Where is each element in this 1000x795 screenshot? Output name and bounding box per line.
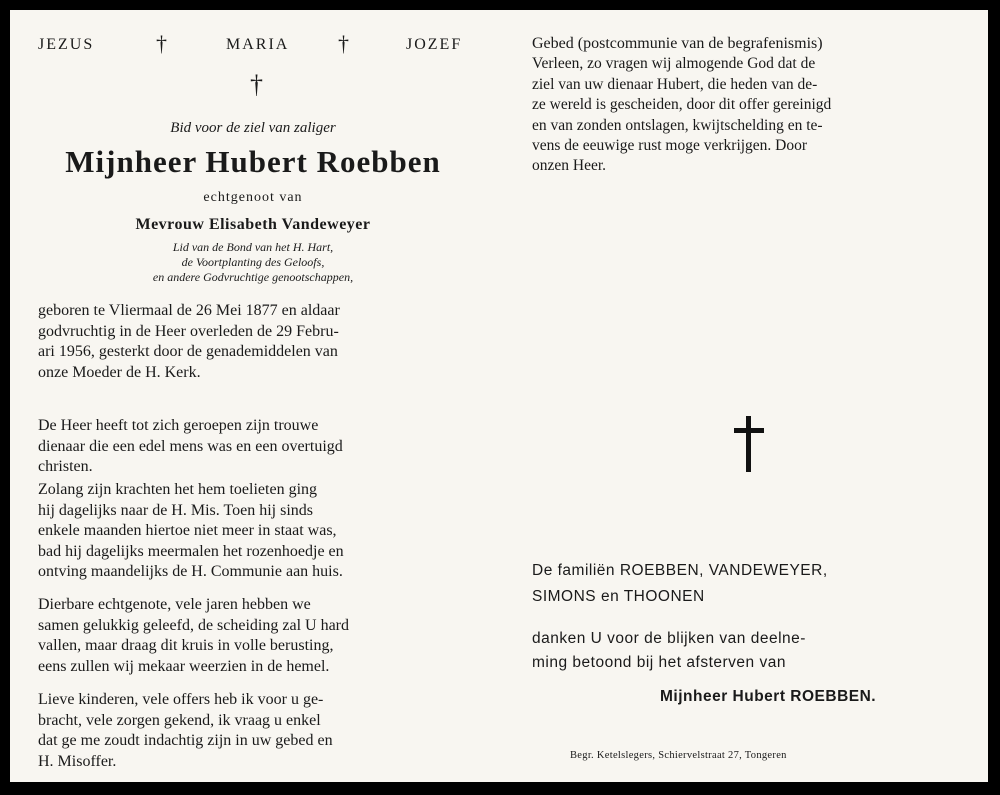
prayer-block xyxy=(532,34,972,177)
spouse-name: Mevrouw Elisabeth Vandeweyer xyxy=(135,216,371,233)
lord-paragraph xyxy=(38,416,468,478)
text-line: dat ge me zoudt indachtig zijn in uw gebed en xyxy=(38,732,333,749)
text-line: geboren te Vliermaal de 26 Mei 1877 en aldaar xyxy=(38,302,340,319)
birth-paragraph xyxy=(38,301,468,383)
text-line: Lieve kinderen, vele offers heb ik voor u ge- xyxy=(38,691,324,708)
text-line: onzen Heer. xyxy=(532,157,607,175)
membership-line: en andere Godvruchtige genootschappen, xyxy=(152,270,354,284)
spouse-of-label: echtgenoot van xyxy=(203,190,303,205)
name-jozef: JOZEF xyxy=(406,36,463,53)
deceased-name: Mijnheer Hubert Roebben xyxy=(65,144,441,179)
text-line: dienaar die een edel mens was en een overtuigd xyxy=(38,437,343,455)
text-line: christen. xyxy=(38,458,93,475)
text-line: bad hij dagelijks meermalen het rozenhoedje en xyxy=(38,542,344,560)
text-line: De Heer heeft tot zich geroepen zijn trouwe xyxy=(38,417,319,434)
text-line: ari 1956, gesterkt door de genademiddelen van xyxy=(38,343,338,360)
text-line: vallen, maar draag dit kruis in volle berusting, xyxy=(38,637,334,654)
prayer-title: Gebed (postcommunie van de begrafenismis) xyxy=(532,35,823,52)
text-line: godvruchtig in de Heer overleden de 29 Febru- xyxy=(38,322,339,340)
text-line: Verleen, zo vragen wij almogende God dat de xyxy=(532,55,816,73)
text-line: onze Moeder de H. Kerk. xyxy=(38,363,201,381)
memberships xyxy=(38,240,468,285)
thanks-text-line: ming betoond bij het afsterven van xyxy=(532,654,786,671)
cross-icon: † xyxy=(156,31,169,56)
membership-line: Lid van de Bond van het H. Hart, xyxy=(172,240,334,254)
large-cross-icon xyxy=(732,416,766,472)
thanks-deceased-name: Mijnheer Hubert ROEBBEN. xyxy=(660,688,877,705)
name-maria: MARIA xyxy=(226,36,290,53)
text-line: ze wereld is gescheiden, door dit offer gereinigd xyxy=(532,96,832,114)
text-line: H. Misoffer. xyxy=(38,752,117,770)
mass-paragraph xyxy=(38,480,468,583)
printer-imprint: Begr. Ketelslegers, Schiervelstraat 27, Tongeren xyxy=(570,750,787,761)
text-line: ontving maandelijks de H. Communie aan huis. xyxy=(38,563,343,580)
thanks-families-line: SIMONS en THOONEN xyxy=(532,588,705,605)
text-line: en van zonden ontslagen, kwijtschelding en te- xyxy=(532,116,823,134)
thanks-text-line: danken U voor de blijken van deelne- xyxy=(532,630,806,647)
thanks-families-line: De familiën ROEBBEN, VANDEWEYER, xyxy=(532,562,828,579)
text-line: hij dagelijks naar de H. Mis. Toen hij sinds xyxy=(38,501,313,519)
invocation: Bid voor de ziel van zaliger xyxy=(170,120,336,136)
name-jezus: JEZUS xyxy=(38,36,95,53)
text-line: Dierbare echtgenote, vele jaren hebben we xyxy=(38,596,311,613)
text-line: Zolang zijn krachten het hem toelieten ging xyxy=(38,481,318,498)
cross-icon: † xyxy=(338,31,351,56)
text-line: enkele maanden hiertoe niet meer in staat was, xyxy=(38,522,337,539)
children-paragraph xyxy=(38,690,468,772)
memorial-card xyxy=(10,10,988,782)
text-line: eens zullen wij mekaar weerzien in de hemel. xyxy=(38,657,330,675)
text-line: ziel van uw dienaar Hubert, die heden van de- xyxy=(532,75,818,93)
text-line: samen gelukkig geleefd, de scheiding zal U hard xyxy=(38,616,349,634)
text-line: vens de eeuwige rust moge verkrijgen. Door xyxy=(532,137,808,155)
text-line: bracht, vele zorgen gekend, ik vraag u enkel xyxy=(38,711,321,729)
cross-icon: † xyxy=(250,70,263,99)
membership-line: de Voortplanting des Geloofs, xyxy=(181,255,325,269)
wife-paragraph xyxy=(38,595,468,677)
